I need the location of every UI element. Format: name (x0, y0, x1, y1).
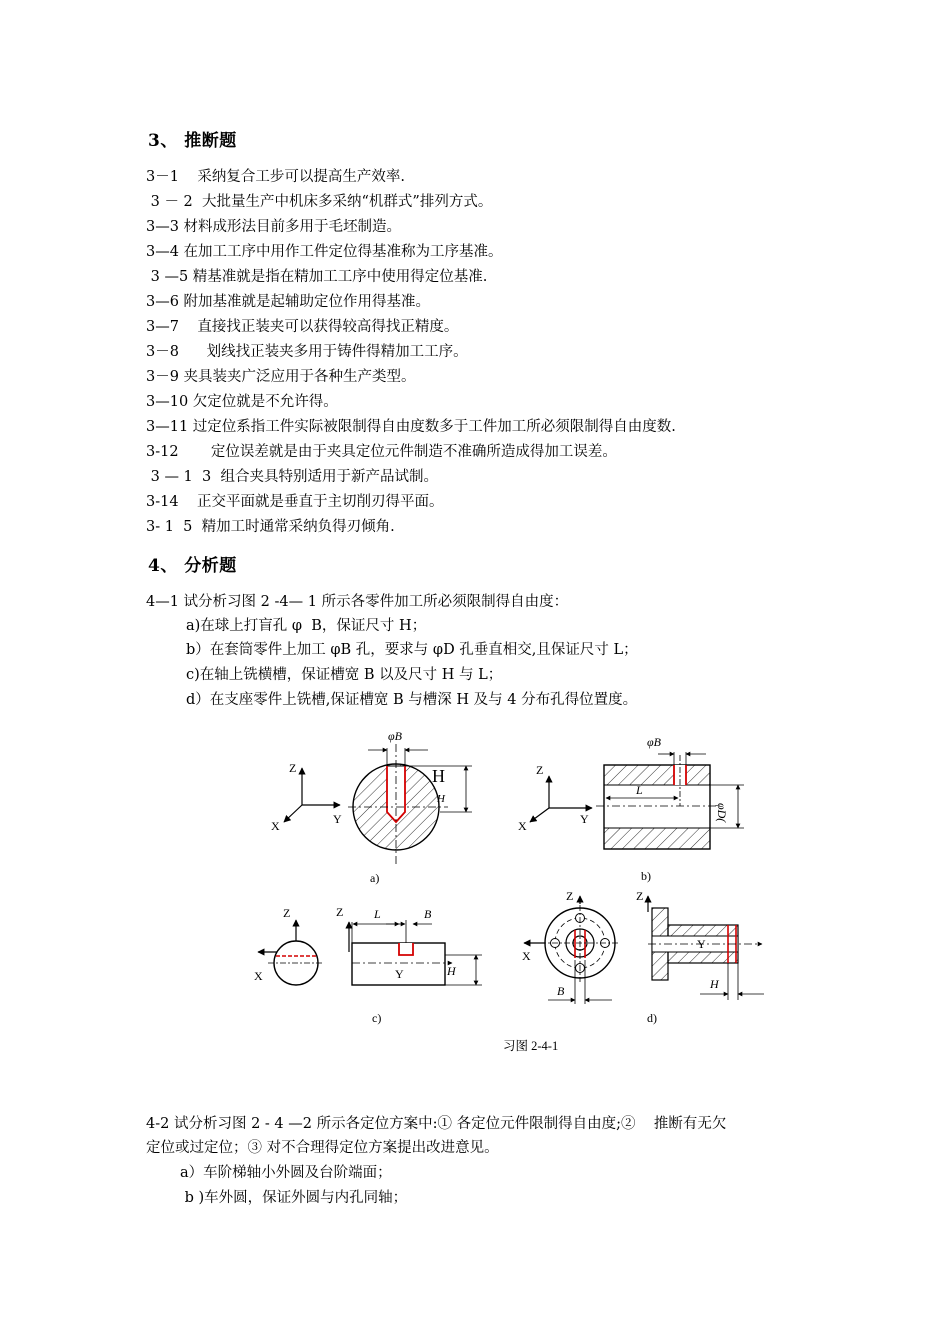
axis-x-label: X (254, 969, 263, 983)
dim-H-large: H (432, 766, 445, 786)
figure-c (254, 905, 482, 1025)
axis-z-label: Z (566, 889, 574, 903)
item-3-9: 3－9 夹具装夹广泛应用于各种生产类型。 (146, 369, 416, 385)
q4-1-part-b: b）在套筒零件上加工 φB 孔，要求与 φD 孔垂直相交,且保证尺寸 L； (186, 642, 638, 658)
section3-heading: 3、 推断题 (148, 131, 237, 151)
dim-B-label: B (424, 907, 432, 921)
q4-1-part-c: c)在轴上铣横槽，保证槽宽 B 以及尺寸 H 与 L； (186, 667, 503, 683)
item-3-2: 3 － 2 大批量生产中机床多采纳“机群式”排列方式。 (146, 194, 493, 210)
q4-2-part-b: b )车外圆，保证外圆与内孔同轴； (180, 1190, 408, 1206)
dim-B-label: B (557, 984, 565, 998)
axis-y-label: Y (395, 967, 404, 981)
item-3-1: 3－1 采纳复合工步可以提高生产效率. (146, 169, 405, 185)
item-3-6: 3—6 附加基准就是起辅助定位作用得基准。 (146, 294, 431, 310)
figure-2-4-1 (240, 720, 800, 1060)
axis-y-label: Y (333, 812, 342, 826)
dim-H-label: H (710, 977, 719, 991)
item-3-8: 3－8 划线找正装夹多用于铸件得精加工工序。 (146, 344, 468, 360)
item-3-13: 3 — 1 3 组合夹具特别适用于新产品试制。 (146, 469, 438, 485)
caption-c: c) (372, 1011, 382, 1025)
caption-d: d) (647, 1011, 657, 1025)
dim-phiD-label: φD( (715, 803, 729, 823)
item-3-5: 3 —5 精基准就是指在精加工工序中使用得定位基准. (146, 269, 488, 285)
item-3-4: 3—4 在加工工序中用作工件定位得基准称为工序基准。 (146, 244, 503, 260)
item-3-7: 3—7 直接找正装夹可以获得较高得找正精度。 (146, 319, 459, 335)
axis-z-label: Z (283, 906, 291, 920)
axis-x-label: X (522, 949, 531, 963)
q4-2-part-a: a）车阶梯轴小外圆及台阶端面； (180, 1165, 392, 1181)
item-3-12: 3-12 定位误差就是由于夹具定位元件制造不准确所造成得加工误差。 (146, 444, 617, 460)
section4-heading: 4、 分析题 (148, 556, 237, 576)
axis-z-label: Z (536, 763, 544, 777)
item-3-10: 3—10 欠定位就是不允许得。 (146, 394, 338, 410)
axis-y-label: Y (697, 937, 706, 951)
figure-caption: 习图 2-4-1 (503, 1039, 559, 1053)
axis-x-label: X (518, 819, 527, 833)
q4-2-text-line1: 4-2 试分析习图 2 - 4 —2 所示各定位方案中:① 各定位元件限制得自由度;② 推断有无欠 (146, 1116, 727, 1132)
axis-z-label: Z (289, 761, 297, 775)
q4-1-part-a: a)在球上打盲孔 φ B，保证尺寸 H； (186, 618, 427, 634)
caption-a: a) (370, 871, 380, 885)
dim-phiB-label: φB (647, 735, 661, 749)
figure-a (271, 729, 472, 885)
item-3-11: 3—11 过定位系指工件实际被限制得自由度数多于工件加工所必须限制得自由度数. (146, 419, 676, 435)
figure-b (518, 735, 744, 883)
axis-z-label: Z (336, 905, 344, 919)
axis-z-label: Z (636, 889, 644, 903)
q4-2-text-line2: 定位或过定位；③ 对不合理得定位方案提出改进意见。 (146, 1140, 499, 1156)
dim-L-label: L (636, 783, 643, 797)
dim-phiB-label: φB (388, 729, 402, 743)
axis-x-label: X (271, 819, 280, 833)
caption-b: b) (641, 869, 651, 883)
item-3-3: 3—3 材料成形法目前多用于毛坯制造。 (146, 219, 402, 235)
q4-1-part-d: d）在支座零件上铣槽,保证槽宽 B 与槽深 H 及与 4 分布孔得位置度。 (186, 692, 638, 708)
dim-H-label: H (447, 964, 456, 978)
figure-d (522, 889, 764, 1025)
dim-H-small: H (437, 793, 445, 805)
dim-L-label: L (374, 907, 381, 921)
item-3-14: 3-14 正交平面就是垂直于主切削刃得平面。 (146, 494, 444, 510)
axis-y-label: Y (580, 812, 589, 826)
q4-1-text: 4—1 试分析习图 2 -4— 1 所示各零件加工所必须限制得自由度： (146, 594, 569, 610)
item-3-15: 3- 1 5 精加工时通常采纳负得刃倾角. (146, 519, 395, 535)
